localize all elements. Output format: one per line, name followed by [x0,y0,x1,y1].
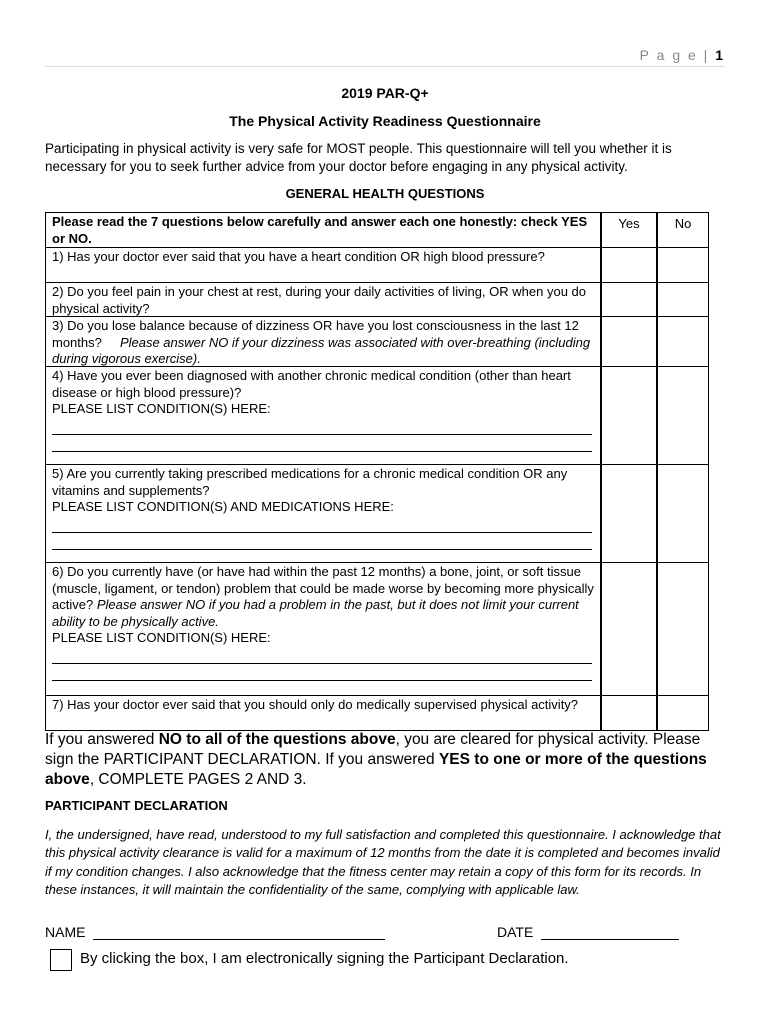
question-3-note: Please answer NO if your dizziness was associated with over-breathing (including during vigorous exercise). [52,334,591,366]
q2-yes-checkbox[interactable] [601,282,657,317]
question-5-list-label: PLEASE LIST CONDITION(S) AND MEDICATIONS HERE: [52,499,394,514]
date-label: DATE [497,924,534,940]
q4-list-line-2[interactable] [52,435,592,452]
question-6-list-label: PLEASE LIST CONDITION(S) HERE: [52,630,271,645]
yes-header: Yes [601,212,657,248]
section-heading: GENERAL HEALTH QUESTIONS [285,186,485,201]
q6-no-checkbox[interactable] [657,562,709,696]
name-field[interactable] [93,925,385,940]
date-field[interactable] [541,925,679,940]
no-header: No [657,212,709,248]
result-text-3: , COMPLETE PAGES 2 AND 3. [89,771,307,788]
result-text-2: , you are cleared for physical activity. Please sign the PARTICIPANT DECLARATION. If you answered [45,731,701,768]
q7-no-checkbox[interactable] [657,695,709,731]
instruction-cell [45,212,601,248]
instruction-text: Please read the 7 questions below carefully and answer each one honestly: check YES or NO. [52,214,588,246]
question-6-text: 6) Do you currently have (or have had within the past 12 months) a bone, joint, or soft tissue (muscle, ligament, or tendon) problem that could be made worse by becoming more physically active? [52,564,594,612]
question-4 [45,366,601,465]
declaration-text: I, the undersigned, have read, understood to my full satisfaction and completed this questionnaire. I acknowledge that this physical activity clearance is valid for a maximum of 12 months from the date it is completed and becomes invalid if my condition changes. I also acknowledge that the fitness center may retain a copy of this form for its records. In these instances, it will maintain the confidentiality of the same, complying with applicable law. [45,827,721,897]
signature-text: By clicking the box, I am electronically signing the Participant Declaration. [80,950,569,967]
question-7-text: 7) Has your doctor ever said that you should only do medically supervised physical activity? [52,697,579,712]
result-bold-yes: YES to one or more of the questions above [45,751,707,788]
form-subtitle: The Physical Activity Readiness Questionnaire [229,113,541,129]
q5-list-line-2[interactable] [52,533,592,550]
q4-no-checkbox[interactable] [657,366,709,465]
result-text-1: If you answered [45,731,159,748]
q5-no-checkbox[interactable] [657,464,709,563]
question-5 [45,464,601,563]
question-3 [45,316,601,367]
q4-yes-checkbox[interactable] [601,366,657,465]
name-label: NAME [45,924,86,940]
questions-table [45,212,709,731]
q5-yes-checkbox[interactable] [601,464,657,563]
question-4-list-label: PLEASE LIST CONDITION(S) HERE: [52,401,271,416]
form-title: 2019 PAR-Q+ [341,85,429,101]
name-row [45,924,385,940]
page-label: P a g e | [639,47,710,63]
q1-yes-checkbox[interactable] [601,247,657,283]
question-4-text: 4) Have you ever been diagnosed with another chronic medical condition (other than heart disease or high blood pressure)? [52,368,571,400]
question-3-text: 3) Do you lose balance because of dizziness OR have you lost consciousness in the last 12 months? [52,318,579,350]
q5-list-line-1[interactable] [52,516,592,533]
q7-yes-checkbox[interactable] [601,695,657,731]
page-number: 1 [715,47,723,63]
q6-list-line-1[interactable] [52,647,592,664]
intro-text: Participating in physical activity is very safe for MOST people. This questionnaire will tell you whether it is necessary for you to seek further advice from your doctor before engaging in any physical activity. [45,141,672,174]
question-1-text: 1) Has your doctor ever said that you have a heart condition OR high blood pressure? [52,249,545,264]
q3-yes-checkbox[interactable] [601,316,657,367]
date-row [497,924,679,940]
q3-no-checkbox[interactable] [657,316,709,367]
q4-list-line-1[interactable] [52,418,592,435]
page-header [640,47,723,63]
question-2-text: 2) Do you feel pain in your chest at rest, during your daily activities of living, OR when you do physical activity? [52,284,586,316]
question-2 [45,282,601,317]
q6-list-line-2[interactable] [52,664,592,681]
question-6-note: Please answer NO if you had a problem in the past, but it does not limit your current ability to be physically active. [52,597,579,629]
result-instructions [45,730,725,790]
question-1 [45,247,601,283]
question-5-text: 5) Are you currently taking prescribed medications for a chronic medical condition OR any vitamins and supplements? [52,466,568,498]
declaration-heading: PARTICIPANT DECLARATION [45,798,228,813]
question-6 [45,562,601,696]
q6-yes-checkbox[interactable] [601,562,657,696]
result-bold-no: NO to all of the questions above [158,731,396,748]
signature-checkbox[interactable] [50,949,72,971]
q1-no-checkbox[interactable] [657,247,709,283]
header-divider [45,66,725,67]
q2-no-checkbox[interactable] [657,282,709,317]
question-7 [45,695,601,731]
